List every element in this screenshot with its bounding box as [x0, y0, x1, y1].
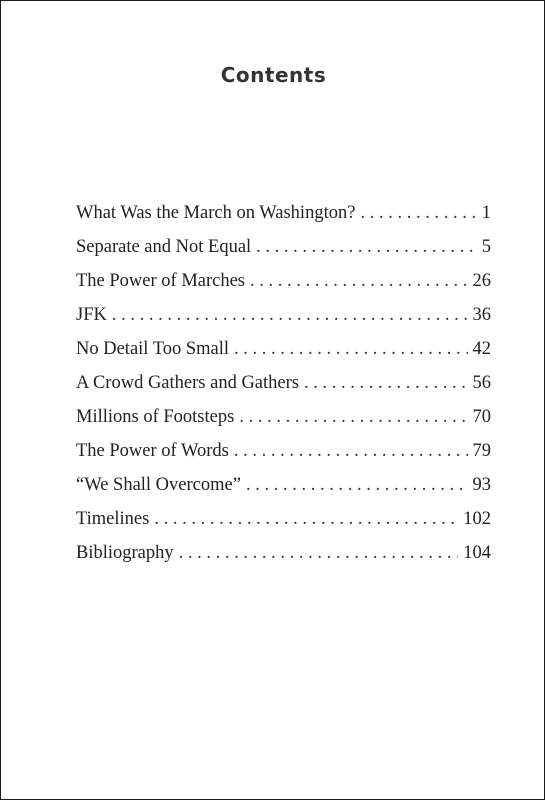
toc-entry [76, 509, 491, 543]
toc-entry-title: Millions of Footsteps [76, 407, 235, 427]
toc-entry-page: 70 [472, 407, 491, 427]
toc-entry [76, 407, 491, 441]
table-of-contents [76, 203, 491, 577]
toc-entry-title: Bibliography [76, 543, 174, 563]
toc-entry-title: A Crowd Gathers and Gathers [76, 373, 299, 393]
dot-leader [239, 407, 467, 428]
dot-leader [246, 475, 468, 496]
toc-entry-title: Timelines [76, 509, 150, 529]
toc-entry-page: 93 [472, 475, 491, 495]
dot-leader [250, 271, 467, 292]
toc-entry [76, 203, 491, 237]
toc-entry-page: 102 [463, 509, 491, 529]
dot-leader [112, 305, 468, 326]
toc-entry-page: 104 [463, 543, 491, 563]
toc-entry-page: 79 [472, 441, 491, 461]
toc-entry-title: No Detail Too Small [76, 339, 230, 359]
toc-entry-page: 26 [472, 271, 491, 291]
toc-entry [76, 543, 491, 577]
toc-entry-title: “We Shall Overcome” [76, 475, 241, 495]
toc-entry-title: JFK [76, 305, 107, 325]
dot-leader [234, 339, 467, 360]
toc-entry-page: 1 [481, 203, 491, 223]
toc-entry-page: 42 [472, 339, 491, 359]
toc-entry-page: 36 [472, 305, 491, 325]
toc-entry-page: 5 [481, 237, 491, 257]
page-title: Contents [220, 63, 327, 87]
toc-entry-title: The Power of Words [76, 441, 229, 461]
toc-entry [76, 441, 491, 475]
toc-entry-title: What Was the March on Washington? [76, 203, 356, 223]
toc-entry [76, 305, 491, 339]
toc-entry [76, 373, 491, 407]
dot-leader [179, 543, 459, 564]
dot-leader [360, 203, 476, 224]
toc-entry [76, 475, 491, 509]
toc-entry [76, 271, 491, 305]
toc-entry-page: 56 [472, 373, 491, 393]
dot-leader [154, 509, 458, 530]
toc-entry-title: The Power of Marches [76, 271, 246, 291]
toc-entry [76, 339, 491, 373]
dot-leader [304, 373, 468, 394]
toc-entry-title: Separate and Not Equal [76, 237, 252, 257]
dot-leader [234, 441, 468, 462]
toc-entry [76, 237, 491, 271]
dot-leader [256, 237, 477, 258]
